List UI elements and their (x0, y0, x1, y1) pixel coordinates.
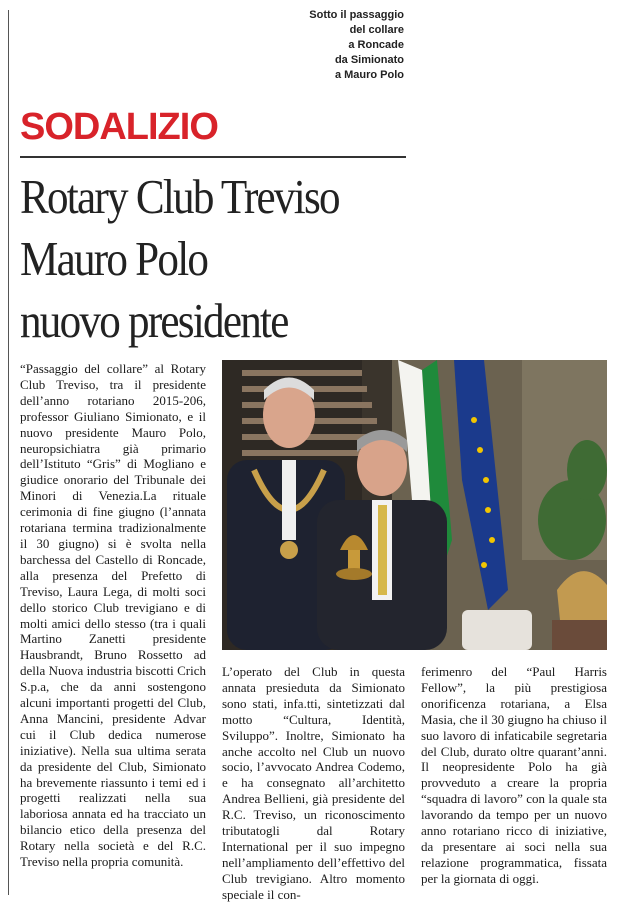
kicker-text: SODALIZIO (20, 106, 218, 148)
headline-line: nuovo presidente (20, 293, 288, 348)
caption-line: da Simionato (334, 54, 404, 66)
photo-illustration (222, 360, 607, 650)
article-headline (20, 166, 372, 352)
caption-line: del collare (349, 24, 404, 36)
article-column-3: ferimenro del “Paul Harris Fellow”, la più prestigiosa onorificenza rotariana, a Elsa Masia, che il 30 giugno ha chiuso il suo lavoro di infaticabile segretaria del Club, durato oltre quarant’anni. Il neopresidente Polo ha già provveduto a creare la propria “squadra di lavoro” con la quale sta lavorando da tempo per un nuovo anno rotariano ricco di iniziative, da presentare ai soci nella sua relazione programmatica, fissata per la giornata di oggi. (421, 664, 607, 886)
photo-caption (300, 8, 404, 83)
caption-line: a Roncade (348, 39, 404, 51)
column-rule (8, 10, 9, 895)
caption-line: Sotto il passaggio (309, 9, 404, 21)
headline-line: Mauro Polo (20, 231, 208, 286)
headline-line: Rotary Club Treviso (20, 169, 339, 224)
article-column-1: “Passaggio del collare” al Rotary Club Treviso, tra il presidente dell’anno rotariano 2015-206, professor Giuliano Simionato, e il nuovo presidente Mauro Polo, neuropsichiatra già primario dell’Istituto “Gris” di Mogliano e giudice onorario del Tribunale dei Minori di Venezia.La rituale cerimonia di fine giugno (l’annata rotariana termina tradizionalmente il 30 giugno) si è svolta nella barchessa del Castello di Roncade, alla presenza del Prefetto di Treviso, Laura Lega, di molti soci dello storico Club trevigiano e di molti amici dello stesso (tra i quali Martino Zanetti presidente Hausbrandt, Bruno Rossetto ad della Nuova industria biscotti Crich S.p.a, che da anni sostengono alcuni importanti progetti del Club, Anna Mancini, presidente Advar cui il Club dedica numerose iniziative). Nella sua ultima serata da presidente del Club, Simionato ha brevemente riassunto i temi ed i progetti realizzati nella sua laboriosa annata ed ha tracciato un bilancio etico della presenza del Rotary nella società e del R.C. Treviso nella propria comunità. (20, 361, 206, 870)
article-column-2: L’operato del Club in questa annata presieduta da Simionato sono stati, infa.tti, sintetizzati dal motto “Cultura, Identità, Sviluppo”. Inoltre, Simionato ha anche accolto nel Club un nuovo socio, l’avvocato Andrea Codemo, e ha consegnato all’architetto Andrea Bellieni, già presidente del R.C. Treviso, un riconoscimento tributatogli dal Rotary International per il suo impegno nell’ampliamento dell’effettivo del Club trevigiano. Altro momento speciale il con- (222, 664, 405, 902)
section-kicker (20, 104, 406, 158)
caption-line: a Mauro Polo (334, 69, 404, 81)
article-photo (222, 360, 607, 650)
